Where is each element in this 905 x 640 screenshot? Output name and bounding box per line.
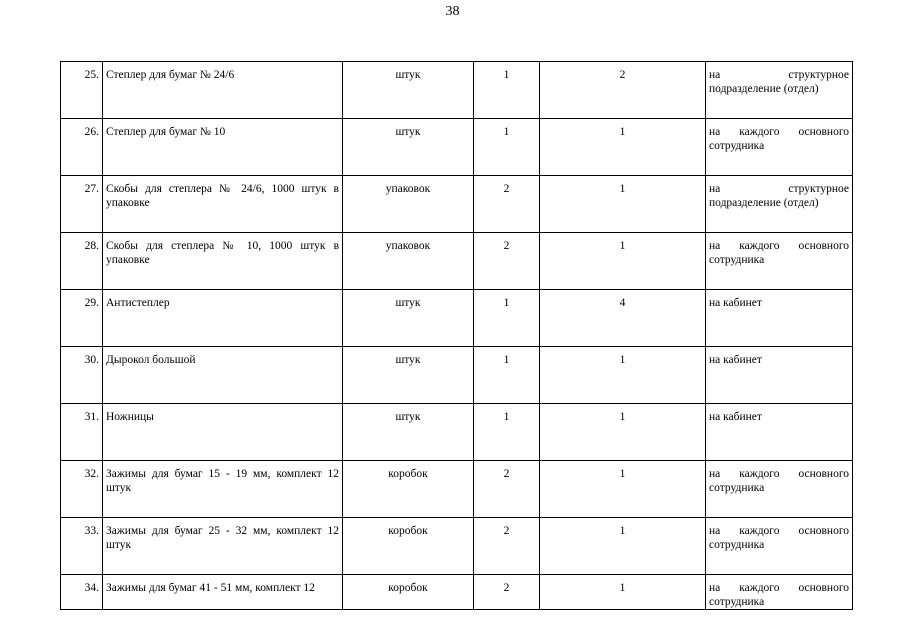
quantity-cell: 2 <box>474 518 540 575</box>
unit-cell: штук <box>343 119 474 176</box>
norm-cell: 1 <box>540 176 706 233</box>
item-name-cell: Степлер для бумаг № 10 <box>103 119 343 176</box>
note-cell: на каждого основного сотрудника <box>706 119 853 176</box>
item-name-cell: Дырокол большой <box>103 347 343 404</box>
note-cell: на структурное подразделение (отдел) <box>706 62 853 119</box>
quantity-cell: 1 <box>474 290 540 347</box>
norm-cell: 2 <box>540 62 706 119</box>
note-cell: на каждого основного сотрудника <box>706 518 853 575</box>
norm-cell: 4 <box>540 290 706 347</box>
quantity-cell: 2 <box>474 233 540 290</box>
unit-cell: штук <box>343 62 474 119</box>
row-number-cell: 33. <box>61 518 103 575</box>
item-name-cell: Ножницы <box>103 404 343 461</box>
table-row <box>61 347 853 404</box>
unit-cell: штук <box>343 290 474 347</box>
table-row <box>61 119 853 176</box>
quantity-cell: 2 <box>474 461 540 518</box>
item-name-cell: Степлер для бумаг № 24/6 <box>103 62 343 119</box>
table-row <box>61 461 853 518</box>
norm-cell: 1 <box>540 347 706 404</box>
unit-cell: коробок <box>343 461 474 518</box>
item-name-cell: Зажимы для бумаг 15 - 19 мм, комплект 12 штук <box>103 461 343 518</box>
table-row <box>61 575 853 610</box>
supplies-table <box>60 61 853 610</box>
quantity-cell: 1 <box>474 119 540 176</box>
quantity-cell: 2 <box>474 176 540 233</box>
unit-cell: упаковок <box>343 176 474 233</box>
note-cell: на каждого основного сотрудника <box>706 575 853 610</box>
norm-cell: 1 <box>540 119 706 176</box>
row-number-cell: 34. <box>61 575 103 610</box>
unit-cell: упаковок <box>343 233 474 290</box>
row-number-cell: 29. <box>61 290 103 347</box>
item-name-cell: Антистеплер <box>103 290 343 347</box>
table-row <box>61 290 853 347</box>
note-cell: на кабинет <box>706 347 853 404</box>
quantity-cell: 2 <box>474 575 540 610</box>
quantity-cell: 1 <box>474 347 540 404</box>
quantity-cell: 1 <box>474 404 540 461</box>
unit-cell: штук <box>343 347 474 404</box>
table-row <box>61 176 853 233</box>
note-cell: на каждого основного сотрудника <box>706 233 853 290</box>
unit-cell: штук <box>343 404 474 461</box>
item-name-cell: Скобы для степлера № 24/6, 1000 штук в упаковке <box>103 176 343 233</box>
note-cell: на кабинет <box>706 290 853 347</box>
row-number-cell: 30. <box>61 347 103 404</box>
row-number-cell: 32. <box>61 461 103 518</box>
table-row <box>61 518 853 575</box>
norm-cell: 1 <box>540 233 706 290</box>
row-number-cell: 26. <box>61 119 103 176</box>
note-cell: на структурное подразделение (отдел) <box>706 176 853 233</box>
row-number-cell: 25. <box>61 62 103 119</box>
page-number: 38 <box>445 4 460 19</box>
note-cell: на каждого основного сотрудника <box>706 461 853 518</box>
quantity-cell: 1 <box>474 62 540 119</box>
norm-cell: 1 <box>540 461 706 518</box>
row-number-cell: 28. <box>61 233 103 290</box>
row-number-cell: 31. <box>61 404 103 461</box>
item-name-cell: Скобы для степлера № 10, 1000 штук в упаковке <box>103 233 343 290</box>
item-name-cell: Зажимы для бумаг 25 - 32 мм, комплект 12 штук <box>103 518 343 575</box>
norm-cell: 1 <box>540 518 706 575</box>
norm-cell: 1 <box>540 404 706 461</box>
note-cell: на кабинет <box>706 404 853 461</box>
row-number-cell: 27. <box>61 176 103 233</box>
table-row <box>61 404 853 461</box>
norm-cell: 1 <box>540 575 706 610</box>
unit-cell: коробок <box>343 518 474 575</box>
table-row <box>61 233 853 290</box>
table-row <box>61 62 853 119</box>
item-name-cell: Зажимы для бумаг 41 - 51 мм, комплект 12 <box>103 575 343 610</box>
unit-cell: коробок <box>343 575 474 610</box>
